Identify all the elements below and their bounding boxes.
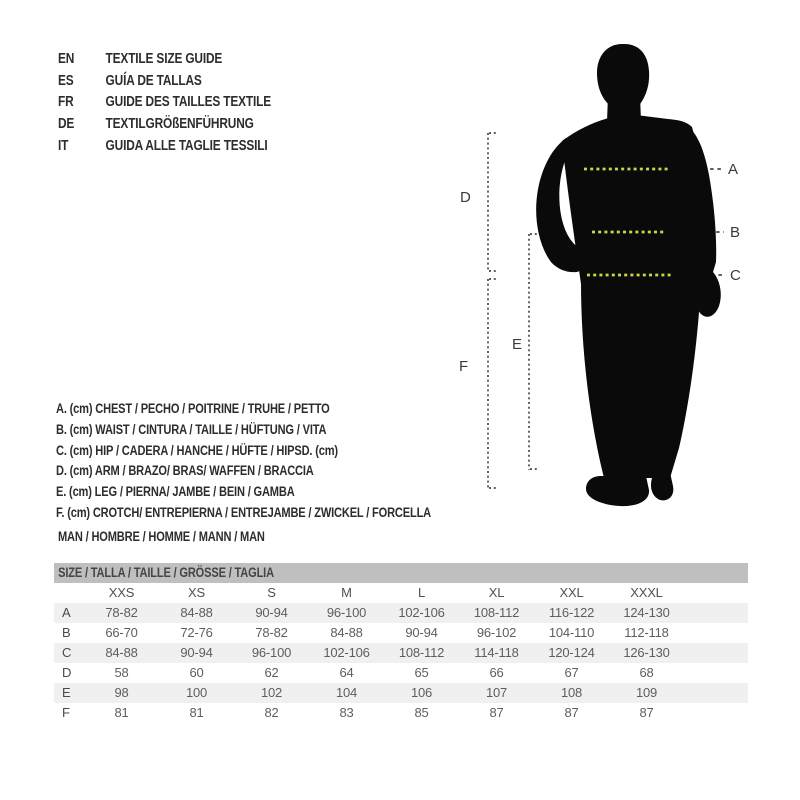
size-column-header: XL xyxy=(488,585,505,600)
table-row-arm xyxy=(54,663,748,683)
size-table-header xyxy=(54,563,748,583)
measurement-value: 66 xyxy=(489,665,504,680)
silhouette-legs xyxy=(581,282,701,478)
measurement-value: 81 xyxy=(189,705,204,720)
guide-title: TEXTILE SIZE GUIDE xyxy=(105,51,223,67)
measurement-value: 78-82 xyxy=(105,605,138,620)
row-spacer xyxy=(684,663,748,683)
label-waist: B xyxy=(730,224,741,241)
legend-chest: A. (cm) CHEST / PECHO / POITRINE / TRUHE / PETTO xyxy=(56,401,330,416)
measurement-diagram xyxy=(430,15,800,525)
man-silhouette xyxy=(536,44,721,506)
label-chest: A xyxy=(728,161,739,178)
row-label: B xyxy=(62,625,71,640)
measurement-value: 96-100 xyxy=(326,605,367,620)
measurement-value: 68 xyxy=(639,665,654,680)
measurement-value: 108-112 xyxy=(473,605,520,620)
table-row-leg xyxy=(54,683,748,703)
measurement-value: 126-130 xyxy=(623,645,670,660)
measurement-value: 83 xyxy=(339,705,354,720)
row-spacer xyxy=(684,583,748,603)
size-column-header: XS xyxy=(188,585,205,600)
measurement-value: 84-88 xyxy=(105,645,138,660)
language-code: FR xyxy=(58,94,74,111)
measurement-value: 114-118 xyxy=(474,645,519,660)
measurement-value: 67 xyxy=(564,665,579,680)
size-table-header-label: SIZE / TALLA / TAILLE / GRÖSSE / TAGLIA xyxy=(58,565,274,580)
measurement-value: 90-94 xyxy=(255,605,288,620)
row-spacer xyxy=(684,623,748,643)
language-code: DE xyxy=(58,116,75,133)
measurement-value: 87 xyxy=(489,705,504,720)
language-guide-list xyxy=(58,49,271,157)
label-hip: C xyxy=(730,267,741,284)
row-label: D xyxy=(62,665,72,680)
size-table xyxy=(54,563,748,723)
size-column-header: S xyxy=(267,585,276,600)
measurement-value: 87 xyxy=(564,705,579,720)
language-code: IT xyxy=(58,137,69,154)
measurement-value: 102-106 xyxy=(398,605,445,620)
legend-arm: D. (cm) ARM / BRAZO/ BRAS/ WAFFEN / BRACCIA xyxy=(56,463,314,479)
measurement-value: 108 xyxy=(560,685,583,700)
measurement-value: 102-106 xyxy=(323,645,370,660)
table-row-hip xyxy=(54,643,748,663)
list-item xyxy=(58,92,271,114)
measurement-value: 100 xyxy=(185,685,208,700)
list-item xyxy=(58,71,271,93)
legend-hip: C. (cm) HIP / CADERA / HANCHE / HÜFTE / HIPSD. (cm) xyxy=(56,442,338,458)
size-column-header: XXS xyxy=(108,585,135,600)
measurement-value: 82 xyxy=(264,705,279,720)
size-column-header: XXL xyxy=(559,585,584,600)
legend-crotch: F. (cm) CROTCH/ ENTREPIERNA / ENTREJAMBE / ZWICKEL / FORCELLA xyxy=(56,504,432,520)
measurement-value: 58 xyxy=(114,665,129,680)
row-spacer xyxy=(684,603,748,623)
measurement-value: 98 xyxy=(114,685,129,700)
row-spacer xyxy=(684,683,748,703)
measurement-value: 65 xyxy=(414,665,429,680)
row-spacer xyxy=(684,643,748,663)
measurement-value: 85 xyxy=(414,705,429,720)
table-row-sizes xyxy=(54,583,748,603)
label-leg: E xyxy=(512,336,523,353)
measurement-value: 84-88 xyxy=(180,605,213,620)
list-item xyxy=(58,49,271,71)
measurement-value: 104 xyxy=(335,685,358,700)
row-label: F xyxy=(62,705,70,720)
measurement-value: 78-82 xyxy=(255,625,288,640)
measurement-value: 104-110 xyxy=(548,625,595,640)
measurement-value: 64 xyxy=(339,665,354,680)
table-row-crotch xyxy=(54,703,748,723)
legend-leg: E. (cm) LEG / PIERNA/ JAMBE / BEIN / GAMBA xyxy=(56,484,295,500)
measurement-value: 112-118 xyxy=(624,625,669,640)
row-spacer xyxy=(684,703,748,723)
measurement-value: 109 xyxy=(635,685,658,700)
measurement-value: 107 xyxy=(485,685,508,700)
measurement-value: 62 xyxy=(264,665,279,680)
size-column-header: XXXL xyxy=(630,585,663,600)
row-label: A xyxy=(62,605,71,620)
measurement-value: 84-88 xyxy=(330,625,363,640)
measurement-value: 72-76 xyxy=(180,625,213,640)
size-column-header: M xyxy=(341,585,352,600)
table-row-chest xyxy=(54,603,748,623)
guide-title: GUÍA DE TALLAS xyxy=(105,72,202,89)
list-item xyxy=(58,136,271,158)
measurement-value: 87 xyxy=(639,705,654,720)
measurement-value: 120-124 xyxy=(548,645,595,660)
measurement-value: 90-94 xyxy=(180,645,213,660)
measurement-value: 96-100 xyxy=(251,645,292,660)
list-item xyxy=(58,114,271,136)
measurement-value: 124-130 xyxy=(623,605,670,620)
language-code: EN xyxy=(58,51,75,67)
measurement-value: 106 xyxy=(410,685,433,700)
measurement-value: 102 xyxy=(260,685,283,700)
row-label: C xyxy=(62,645,72,660)
guide-title: GUIDE DES TAILLES TEXTILE xyxy=(105,94,272,111)
measurement-value: 60 xyxy=(189,665,204,680)
size-column-header: L xyxy=(417,585,426,600)
measurement-value: 66-70 xyxy=(105,625,138,640)
language-code: ES xyxy=(58,72,74,89)
measurement-value: 81 xyxy=(114,705,129,720)
label-crotch: F xyxy=(459,358,469,375)
measurement-legend xyxy=(56,399,431,524)
guide-title: TEXTILGRÖßENFÜHRUNG xyxy=(105,116,254,133)
legend-waist: B. (cm) WAIST / CINTURA / TAILLE / HÜFTUNG / VITA xyxy=(56,421,327,437)
measurement-value: 96-102 xyxy=(476,625,517,640)
label-arm: D xyxy=(460,189,471,206)
table-row-waist xyxy=(54,623,748,643)
measurement-value: 108-112 xyxy=(398,645,445,660)
silhouette-back-foot xyxy=(651,468,673,500)
row-label: E xyxy=(62,685,71,700)
measurement-value: 116-122 xyxy=(548,605,595,620)
gender-heading: MAN / HOMBRE / HOMME / MANN / MAN xyxy=(58,529,265,544)
silhouette-front-foot xyxy=(586,476,649,506)
guide-title: GUIDA ALLE TAGLIE TESSILI xyxy=(105,137,268,154)
measurement-value: 90-94 xyxy=(405,625,438,640)
row-label xyxy=(54,583,84,603)
